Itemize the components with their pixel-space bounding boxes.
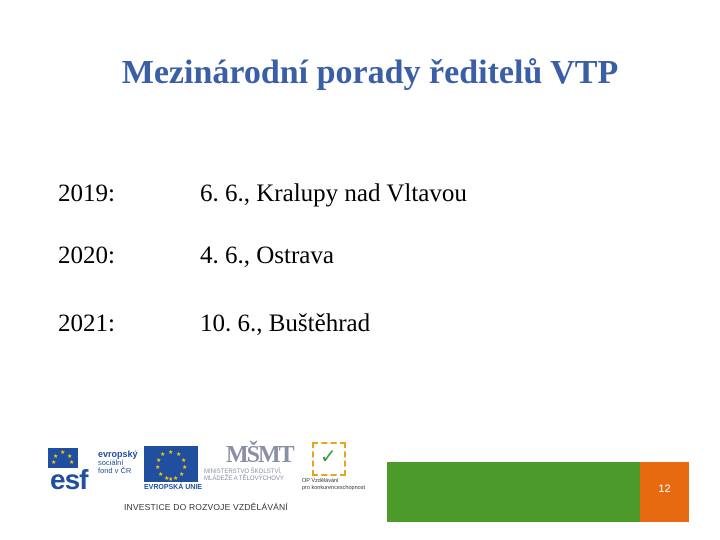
item-text: 4. 6., Ostrava xyxy=(200,242,334,269)
msmt-mark-icon: MŠMT xyxy=(226,442,293,468)
item-year: 2019: xyxy=(58,180,115,207)
item-year: 2021: xyxy=(58,310,115,337)
slide-title: Mezinárodní porady ředitelů VTP xyxy=(121,54,619,91)
eu-caption: EVROPSKÁ UNIE xyxy=(144,484,202,491)
esf-flag-icon: ★ ★ ★ ★ ★ xyxy=(48,448,78,468)
footer-green-bar xyxy=(387,462,640,522)
msmt-logo xyxy=(204,442,292,483)
eu-logo xyxy=(144,446,200,491)
op-caption: OP Vzdělávání pro konkurenceschopnost xyxy=(302,478,365,491)
esf-logo xyxy=(48,448,140,494)
footer-orange-bar xyxy=(640,462,689,522)
item-text: 6. 6., Kralupy nad Vltavou xyxy=(200,180,467,207)
logo-strip xyxy=(44,440,374,518)
op-logo xyxy=(302,442,374,491)
item-year: 2020: xyxy=(58,242,115,269)
eu-flag-icon: ★ ★ ★ ★ ★ ★ ★ ★ ★ ★ ★ ★ xyxy=(144,446,198,482)
esf-caption: evropský sociální fond v ČR xyxy=(98,449,138,475)
msmt-caption: MINISTERSTVO ŠKOLSTVÍ, MLÁDEŽE A TĚLOVÝCHOVY xyxy=(204,469,284,482)
esf-wordmark: esf xyxy=(50,464,88,495)
logo-tagline: INVESTICE DO ROZVOJE VZDĚLÁVÁNÍ xyxy=(124,502,288,512)
page-number: 12 xyxy=(658,483,671,495)
item-text: 10. 6., Buštěhrad xyxy=(200,310,371,337)
op-mark-icon: ✓ xyxy=(312,442,346,476)
